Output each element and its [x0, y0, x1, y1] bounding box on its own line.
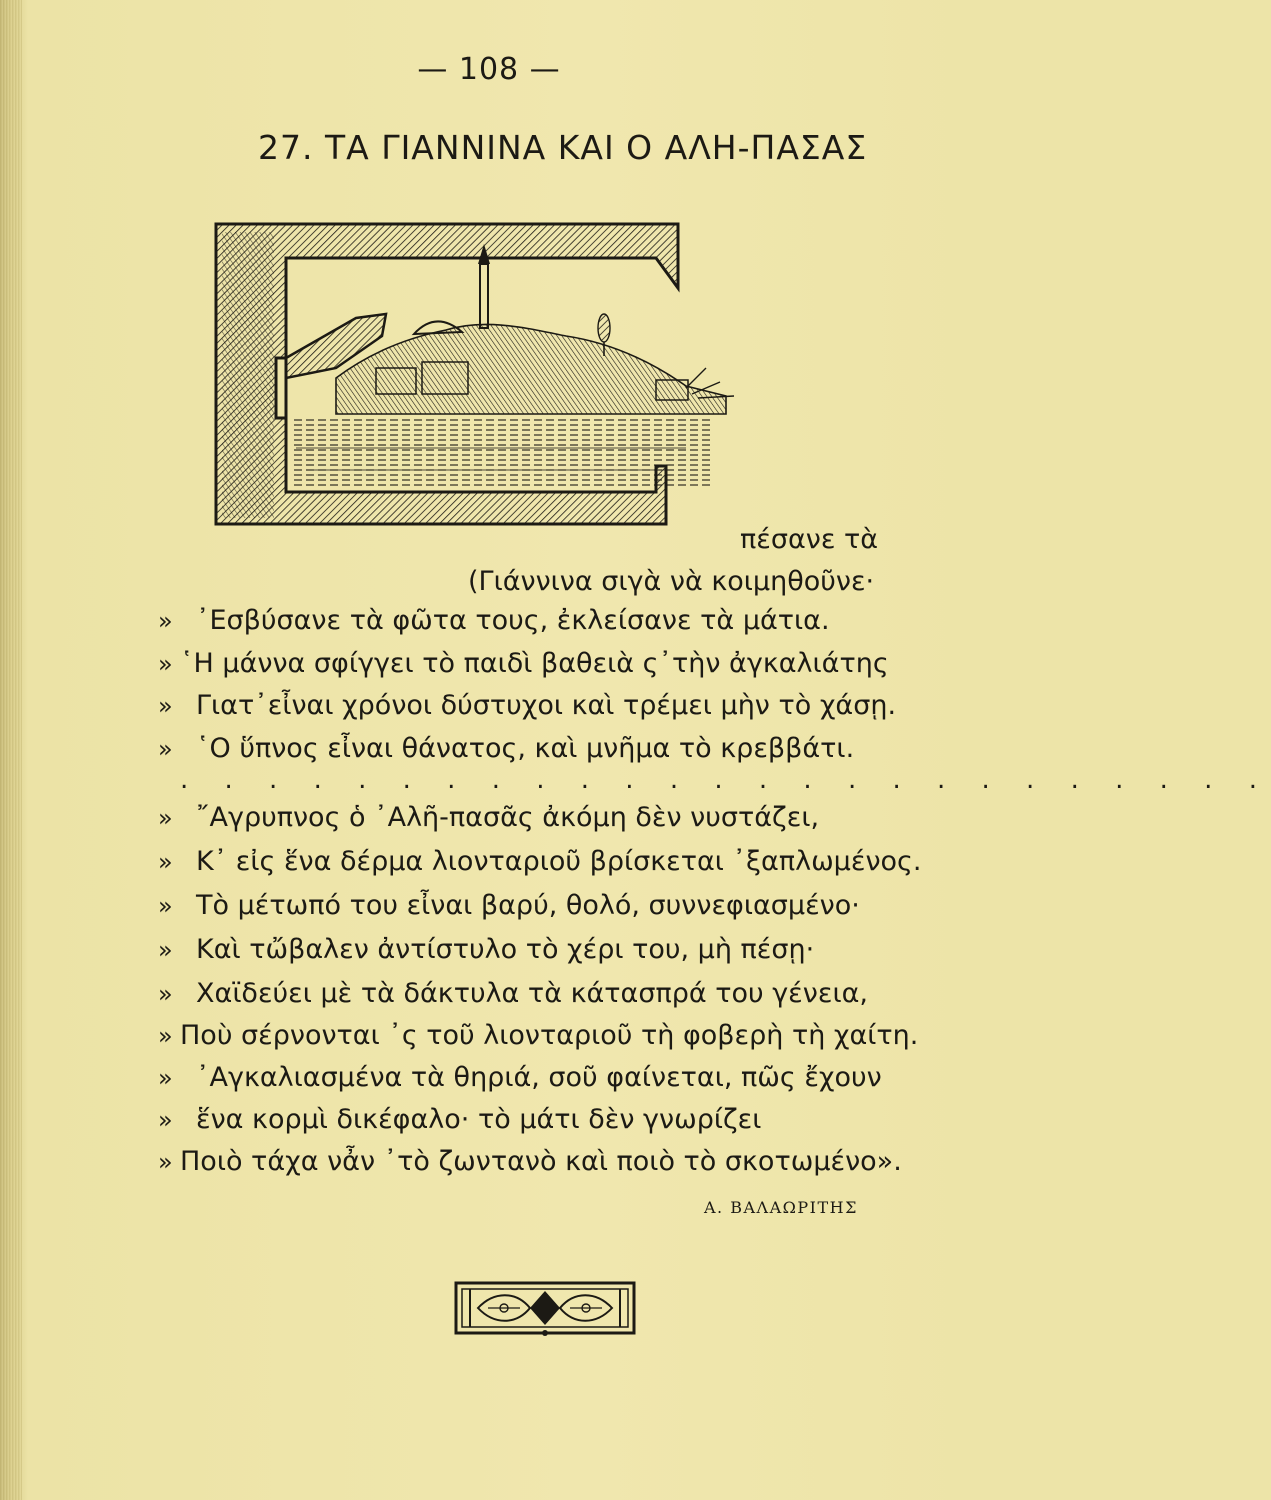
poem-line: [158, 890, 860, 921]
poem-line-text: ῾Ο ὕπνος εἶναι θάνατος, καὶ μνῆμα τὸ κρεββάτι.: [196, 733, 855, 764]
quote-mark: »: [158, 1022, 173, 1050]
end-ornament-icon: [454, 1277, 636, 1339]
poem-line: [158, 733, 854, 764]
poem-line: [740, 524, 878, 555]
poem-line: [158, 690, 896, 721]
quote-mark: »: [158, 848, 173, 876]
quote-mark: »: [158, 1106, 173, 1134]
poem-line-text: Ποιὸ τάχα νἆν ᾿τὸ ζωντανὸ καὶ ποιὸ τὸ σκοτωμένο».: [180, 1146, 902, 1177]
poem-line-text: ᾿Εσβύσανε τὰ φῶτα τους, ἐκλείσανε τὰ μάτια.: [196, 605, 830, 636]
poem-line: [158, 1020, 918, 1051]
quote-mark: »: [158, 980, 173, 1008]
quote-mark: »: [158, 936, 173, 964]
poem-line: [158, 648, 889, 679]
poem-line: [158, 934, 814, 965]
poem-line: [158, 846, 921, 877]
poem-line-text: Γιατ᾿εἶναι χρόνοι δύστυχοι καὶ τρέμει μὴν τὸ χάσῃ.: [196, 690, 897, 721]
stanza-separator: . . . . . . . . . . . . . . . . . . . . . . . . .: [180, 765, 1271, 795]
poem-line: [158, 978, 868, 1009]
quote-mark: »: [158, 692, 173, 720]
poem-line-text: Κ᾿ εἰς ἕνα δέρμα λιονταριοῦ βρίσκεται ᾿ξαπλωμένος.: [196, 846, 922, 877]
poem-line-text: Καὶ τὤβαλεν ἀντίστυλο τὸ χέρι του, μὴ πέσῃ·: [196, 934, 815, 965]
poem-line-text: πέσανε τὰ: [740, 524, 879, 555]
poem-line-text: Χαϊδεύει μὲ τὰ δάκτυλα τὰ κάτασπρά του γένεια,: [196, 978, 868, 1009]
poem-line: [468, 566, 874, 597]
quote-mark: »: [158, 735, 173, 763]
quote-mark: »: [158, 607, 173, 635]
poem-line-text: Ποὺ σέρνονται ᾿ς τοῦ λιονταριοῦ τὴ φοβερὴ τὴ χαίτη.: [180, 1020, 919, 1051]
quote-mark: »: [158, 804, 173, 832]
quote-mark: »: [158, 650, 173, 678]
poem-line: [158, 1062, 882, 1093]
page-number: — 108 —: [417, 52, 561, 87]
author-signature: Α. ΒΑΛΑΩΡΙΤΗΣ: [704, 1198, 858, 1217]
poem-line-text: ῎Αγρυπνος ὁ ᾿Αλῆ-πασᾶς ἀκόμη δὲν νυστάζει,: [196, 802, 820, 833]
chapter-title: 27. ΤΑ ΓΙΑΝΝΙΝΑ ΚΑΙ Ο ΑΛΗ-ΠΑΣΑΣ: [258, 128, 868, 167]
poem-line: [158, 1104, 761, 1135]
poem-line: [158, 1146, 902, 1177]
poem-line: [158, 605, 830, 636]
poem-line: [158, 802, 819, 833]
illustrated-dropcap-epsilon: [186, 218, 746, 530]
poem-line-text: Τὸ μέτωπό του εἶναι βαρύ, θολό, συννεφιασμένο·: [196, 890, 860, 921]
poem-line-text: (Γιάννινα σιγὰ νὰ κοιμηθοῦνε·: [468, 566, 875, 597]
poem-line-text: ᾿Αγκαλιασμένα τὰ θηριά, σοῦ φαίνεται, πῶς ἔχουν: [196, 1062, 882, 1093]
quote-mark: »: [158, 892, 173, 920]
quote-mark: »: [158, 1148, 173, 1176]
quote-mark: »: [158, 1064, 173, 1092]
page-spine-edge: [0, 0, 22, 1500]
poem-line-text: ἕνα κορμὶ δικέφαλο· τὸ μάτι δὲν γνωρίζει: [196, 1104, 762, 1135]
poem-line-text: ῾Η μάννα σφίγγει τὸ παιδὶ βαθειὰ ς᾿τὴν ἀγκαλιάτης: [180, 648, 889, 679]
